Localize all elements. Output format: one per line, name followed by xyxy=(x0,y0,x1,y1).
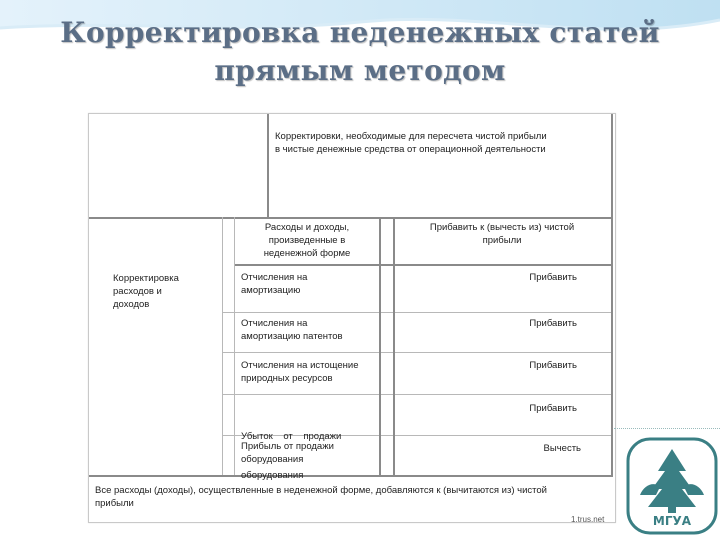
table-row-item: Прибыль от продажи оборудования xyxy=(241,441,334,465)
table-divider xyxy=(222,352,613,353)
table-divider xyxy=(222,217,223,475)
table-divider xyxy=(89,217,613,219)
table-row-action: Вычесть xyxy=(543,443,581,454)
column-header-left: Расходы и доходы, произведенные в неденежной форме xyxy=(263,222,351,259)
row-group-label: Корректировка расходов и доходов xyxy=(113,273,179,310)
logo-lettering: МГУА xyxy=(652,514,692,528)
table-row-item: Отчисления на амортизацию патентов xyxy=(241,318,343,342)
table-row-item: Убыток от продажи оборудования xyxy=(241,431,342,481)
table-divider xyxy=(267,114,269,217)
table-divider xyxy=(393,217,395,475)
table-row-item: Отчисления на амортизацию xyxy=(241,272,308,296)
top-header: Корректировки, необходимые для пересчета чистой прибыли в чистые денежные средства от операционной деятельности xyxy=(275,131,547,155)
table-row-action: Прибавить xyxy=(529,318,577,329)
column-header-right: Прибавить к (вычесть из) чистой прибыли xyxy=(429,222,575,246)
table-divider xyxy=(611,114,613,475)
watermark: 1.trus.net xyxy=(571,515,605,524)
table-divider xyxy=(222,394,613,395)
table-divider xyxy=(234,217,235,475)
table-divider xyxy=(222,312,613,313)
slide-title-line-1: Корректировка неденежных статей xyxy=(60,16,660,49)
table-divider xyxy=(379,217,381,475)
university-logo xyxy=(626,437,718,535)
slide-title-line-2: прямым методом xyxy=(214,54,506,87)
table-row-action: Прибавить xyxy=(529,272,577,283)
decorative-dotted-line xyxy=(614,428,720,429)
table-row-action: Прибавить xyxy=(529,403,577,414)
table-row-item: Отчисления на истощение природных ресурсов xyxy=(241,360,359,384)
slide-title xyxy=(0,14,720,90)
table-row-action: Прибавить xyxy=(529,360,577,371)
table-footer-note: Все расходы (доходы), осуществленные в неденежной форме, добавляются к (вычитаются из) чистой прибыли xyxy=(95,485,547,509)
table-divider xyxy=(234,264,613,266)
adjustments-table xyxy=(88,113,616,523)
